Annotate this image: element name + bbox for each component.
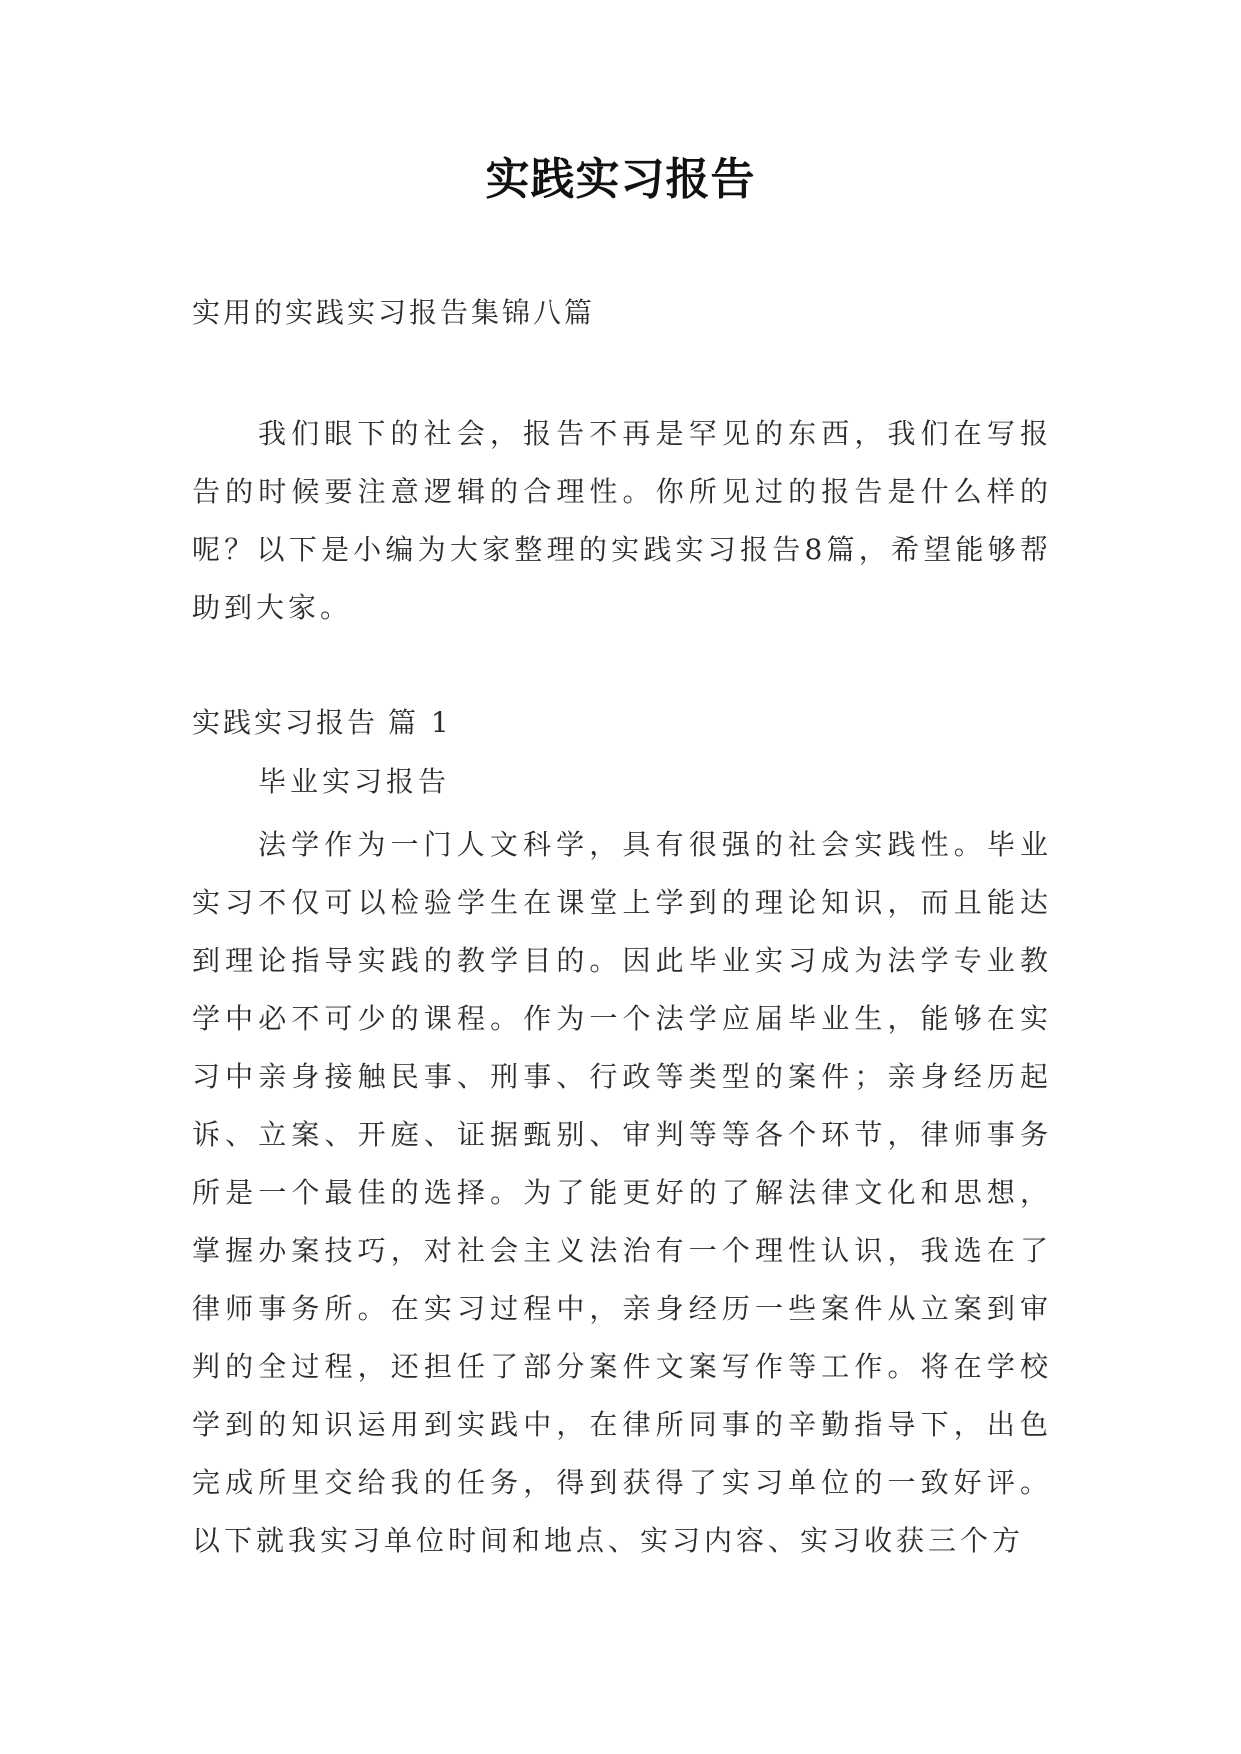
document-subtitle: 实用的实践实习报告集锦八篇 (192, 296, 596, 329)
section-heading (192, 703, 452, 743)
report-name: 毕业实习报告 (258, 765, 451, 798)
intro-paragraph: 我们眼下的社会，报告不再是罕见的东西，我们在写报告的时候要注意逻辑的合理性。你所见过的报告是什么样的呢？以下是小编为大家整理的实践实习报告8篇，希望能够帮助到大家。 (192, 417, 1052, 624)
document-title: 实践实习报告 (485, 154, 756, 205)
body-paragraph: 法学作为一门人文科学，具有很强的社会实践性。毕业实习不仅可以检验学生在课堂上学到的理论知识，而且能达到理论指导实践的教学目的。因此毕业实习成为法学专业教学中必不可少的课程。作为一个法学应届毕业生，能够在实习中亲身接触民事、刑事、行政等类型的案件；亲身经历起诉、立案、开庭、证据甄别、审判等等各个环节，律师事务所是一个最佳的选择。为了能更好的了解法律文化和思想，掌握办案技巧，对社会主义法治有一个理性认识，我选在了律师事务所。在实习过程中，亲身经历一些案件从立案到审判的全过程，还担任了部分案件文案写作等工作。将在学校学到的知识运用到实践中，在律所同事的辛勤指导下，出色完成所里交给我的任务，得到获得了实习单位的一致好评。以下就我实习单位时间和地点、实习内容、实习收获三个方 (192, 828, 1052, 1557)
section-number: 篇 1 (388, 706, 452, 739)
section-label: 实践实习报告 (192, 706, 379, 739)
